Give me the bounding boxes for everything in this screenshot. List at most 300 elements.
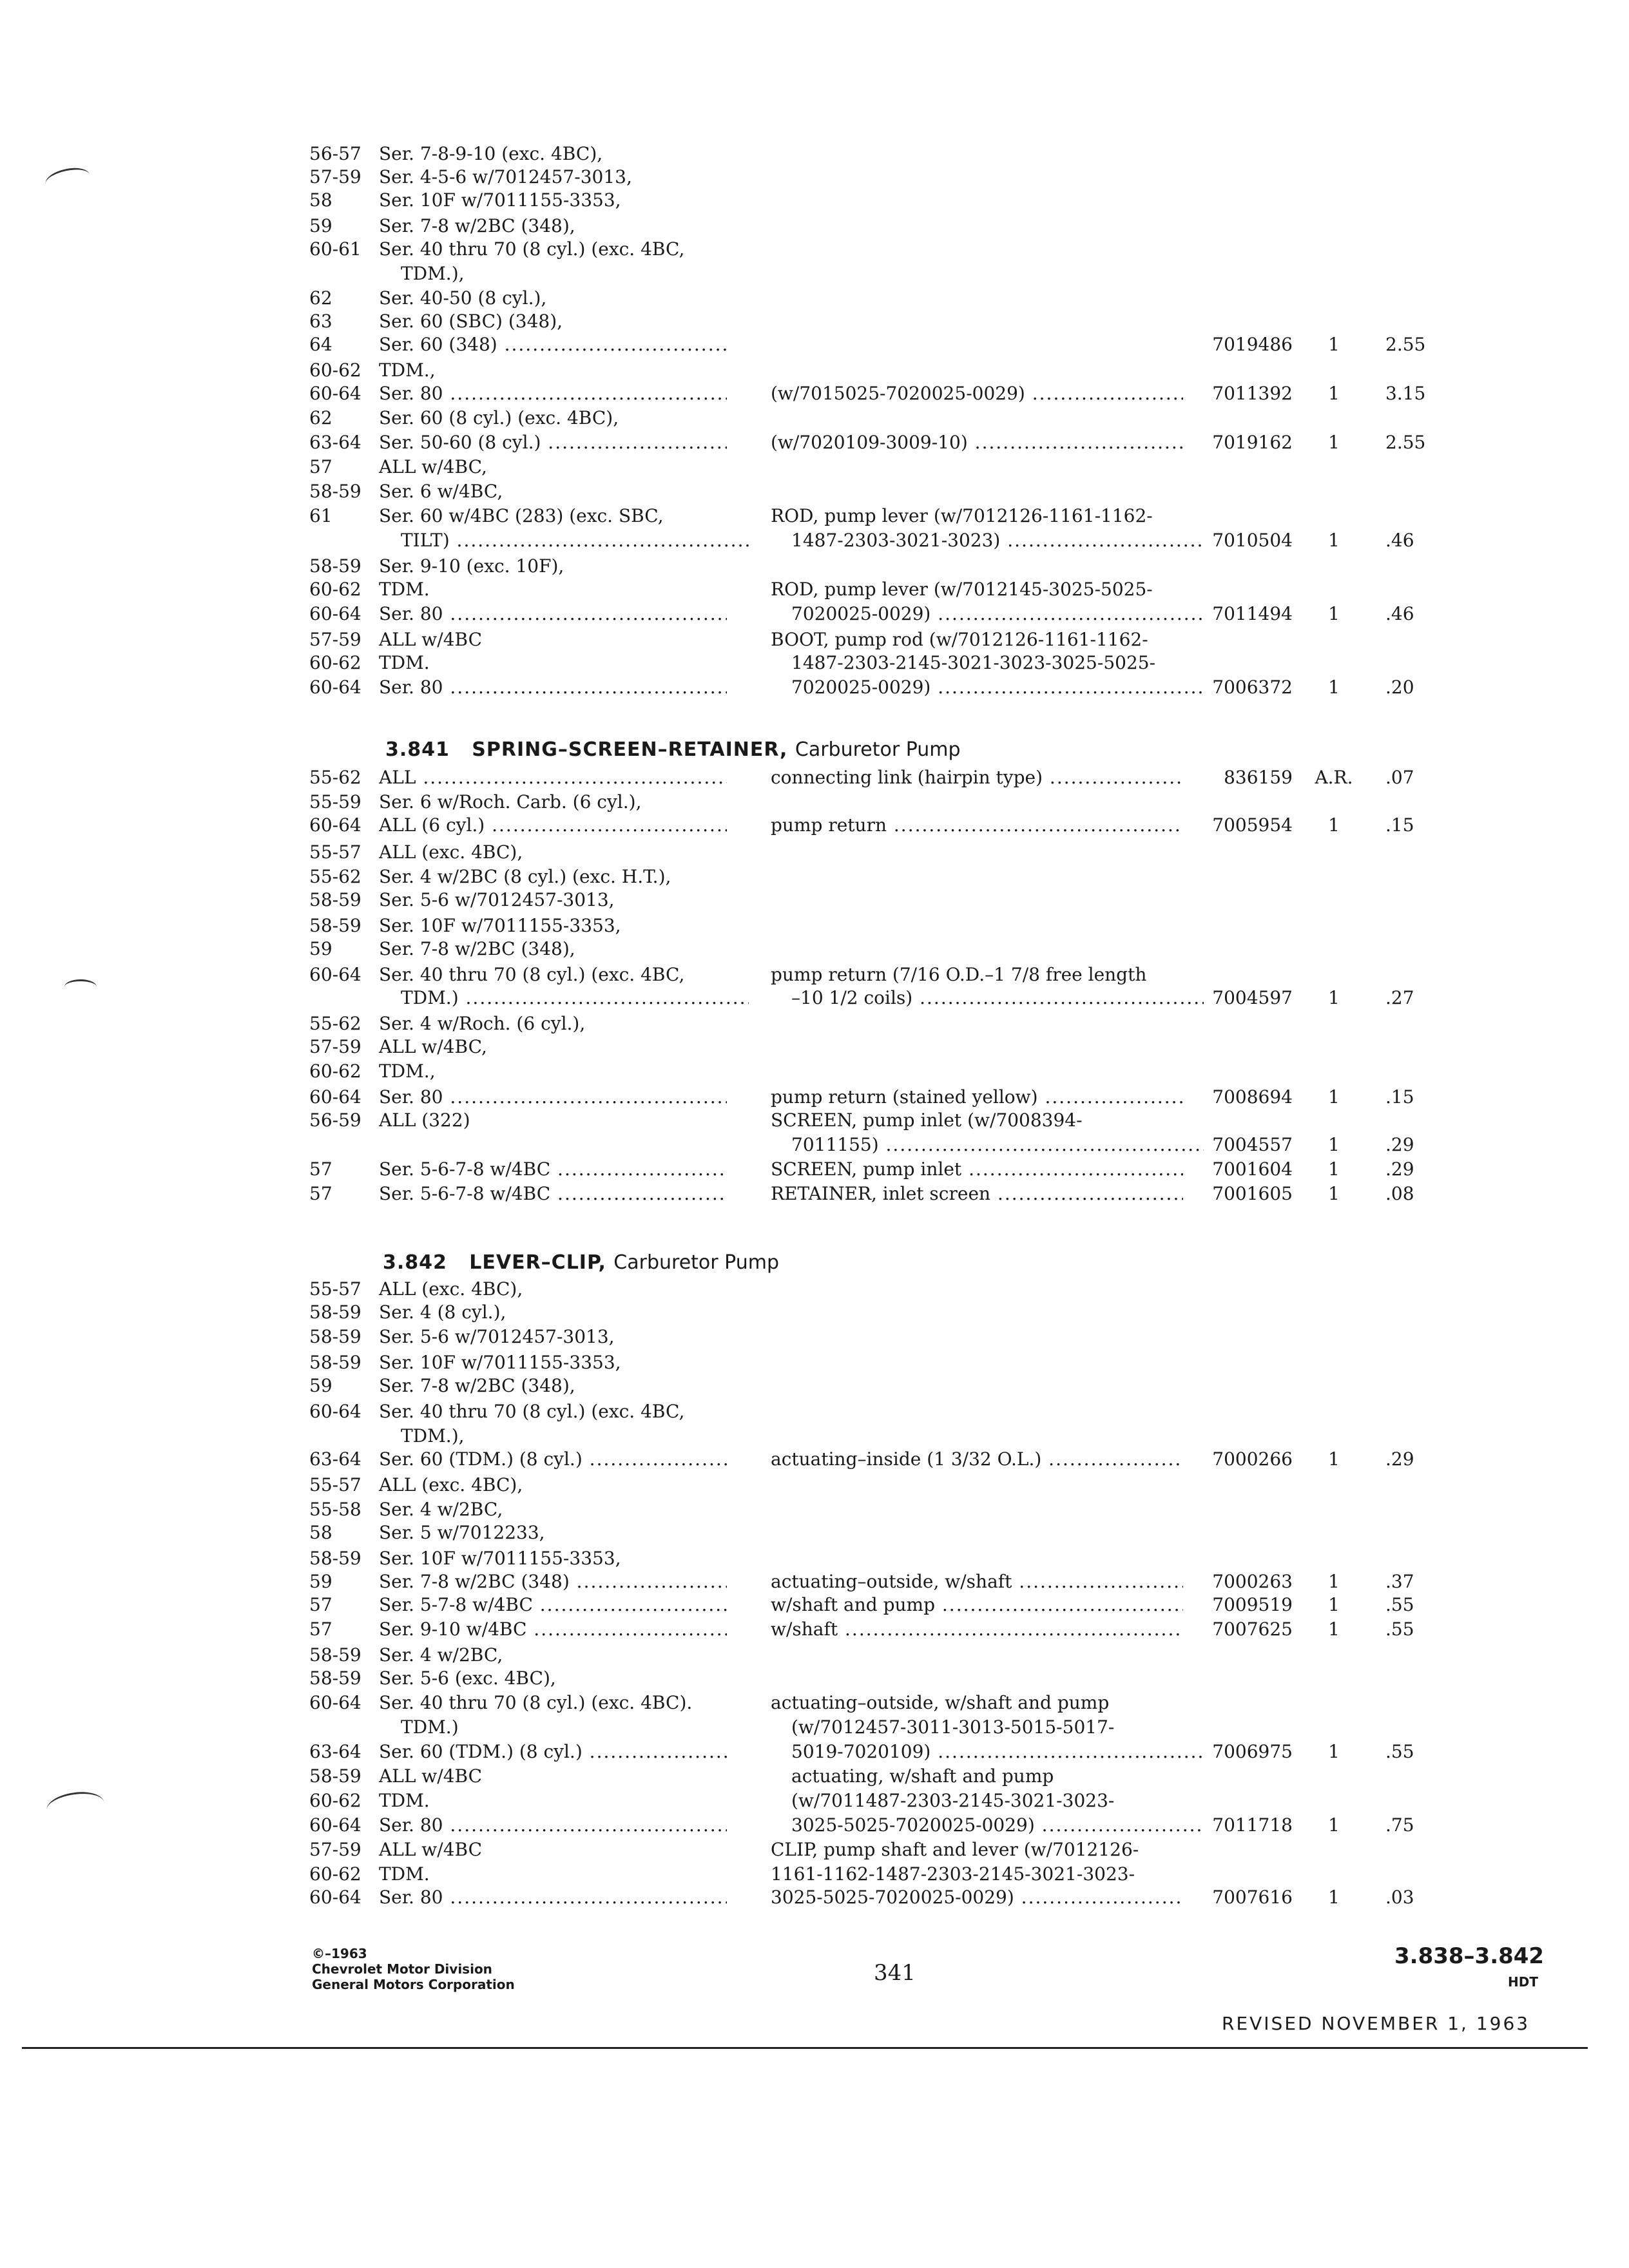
model-application: ALL (exc. 4BC), [379, 841, 523, 863]
model-year: 59 [309, 1375, 333, 1396]
part-description: actuating–outside, w/shaft ..... [771, 1570, 1183, 1594]
part-description: actuating–outside, w/shaft and pump [771, 1692, 1110, 1713]
table-row [0, 1085, 1629, 1110]
table-row [0, 1012, 1629, 1036]
table-row [0, 1108, 1629, 1133]
price: .07 [1385, 767, 1414, 788]
model-year: 57-59 [309, 166, 361, 187]
model-application: Ser. 5-6 w/7012457-3013, [379, 889, 615, 910]
price: .29 [1385, 1134, 1414, 1155]
model-application: Ser. 7-8 w/2BC (348) ..... [379, 1570, 727, 1594]
model-year: 63 [309, 311, 333, 332]
model-year: 55-62 [309, 1013, 361, 1034]
table-row [0, 1424, 1629, 1448]
model-year: 60-61 [309, 238, 361, 260]
table-row [0, 1399, 1629, 1424]
price: .29 [1385, 1158, 1414, 1180]
quantity: 1 [1328, 1158, 1340, 1180]
part-description: 5019-7020109) ..... [791, 1740, 1204, 1764]
table-row [0, 381, 1629, 406]
model-application: Ser. 80 ..... [379, 1085, 727, 1110]
table-row [0, 865, 1629, 889]
model-year: 62 [309, 287, 333, 309]
part-description: 7011155) ..... [791, 1133, 1204, 1157]
table-row [0, 1666, 1629, 1691]
model-application: ALL w/4BC, [379, 456, 487, 477]
table-row [0, 1885, 1629, 1910]
model-application: Ser. 7-8 w/2BC (348), [379, 1375, 575, 1396]
model-year: 60-64 [309, 1401, 361, 1422]
table-row [0, 430, 1629, 455]
price: .15 [1385, 814, 1414, 836]
part-description: 7020025-0029) ..... [791, 675, 1204, 700]
model-year: 57 [309, 1594, 333, 1615]
table-row [0, 165, 1629, 189]
table-row [0, 1838, 1629, 1862]
model-year: 56-57 [309, 143, 361, 164]
table-row [0, 651, 1629, 675]
model-year: 58 [309, 1522, 333, 1543]
model-year: 57-59 [309, 629, 361, 650]
part-description: w/shaft ..... [771, 1617, 1183, 1642]
section-title: LEVER–CLIP, [469, 1251, 606, 1274]
table-row [0, 790, 1629, 814]
table-row [0, 1300, 1629, 1325]
quantity: 1 [1328, 1814, 1340, 1836]
quantity: 1 [1328, 530, 1340, 551]
part-number: 7011718 [1212, 1814, 1293, 1836]
model-application: ALL w/4BC [379, 1765, 483, 1787]
model-application: Ser. 5 w/7012233, [379, 1522, 545, 1543]
part-number: 7019486 [1212, 334, 1293, 355]
model-year: 60-64 [309, 1086, 361, 1108]
model-application: ALL (exc. 4BC), [379, 1474, 523, 1495]
copyright-notice [312, 1946, 515, 1992]
table-row [0, 1593, 1629, 1617]
table-row [0, 1862, 1629, 1887]
part-number: 836159 [1224, 767, 1293, 788]
table-row [0, 1157, 1629, 1182]
model-year: 58-59 [309, 889, 361, 910]
part-description: 3025-5025-7020025-0029) ..... [771, 1885, 1183, 1910]
model-application: Ser. 9-10 (exc. 10F), [379, 555, 564, 577]
table-row [0, 1764, 1629, 1789]
part-number: 7008694 [1212, 1086, 1293, 1108]
model-application: Ser. 60 (TDM.) (8 cyl.) ..... [379, 1447, 727, 1472]
price: .46 [1385, 603, 1414, 624]
model-application: TDM.), [401, 263, 465, 284]
table-row [0, 1277, 1629, 1302]
model-application: Ser. 50-60 (8 cyl.) ..... [379, 430, 727, 455]
table-row [0, 309, 1629, 334]
model-application: Ser. 80 ..... [379, 381, 727, 406]
table-row [0, 1182, 1629, 1206]
quantity: 1 [1328, 1571, 1340, 1592]
table-row [0, 1059, 1629, 1084]
model-year: 58-59 [309, 555, 361, 577]
part-description: (w/7012457-3011-3013-5015-5017- [791, 1716, 1115, 1738]
part-number: 7009519 [1212, 1594, 1293, 1615]
model-year: 60-64 [309, 1692, 361, 1713]
model-application: Ser. 60 w/4BC (283) (exc. SBC, [379, 505, 664, 526]
model-year: 58-59 [309, 1667, 361, 1689]
part-description: pump return (7/16 O.D.–1 7/8 free length [771, 964, 1147, 985]
model-application: Ser. 40 thru 70 (8 cyl.) (exc. 4BC, [379, 238, 685, 260]
model-application: Ser. 6 w/Roch. Carb. (6 cyl.), [379, 791, 642, 812]
table-row [0, 1740, 1629, 1764]
part-number: 7000263 [1212, 1571, 1293, 1592]
part-description: 3025-5025-7020025-0029) ..... [791, 1813, 1204, 1838]
quantity: 1 [1328, 1887, 1340, 1908]
part-number: 7007625 [1212, 1619, 1293, 1640]
model-year: 57-59 [309, 1839, 361, 1860]
model-application: Ser. 5-6-7-8 w/4BC ..... [379, 1157, 727, 1182]
table-row [0, 214, 1629, 238]
model-year: 63-64 [309, 1448, 361, 1470]
model-application: TDM., [379, 1061, 436, 1082]
model-year: 60-64 [309, 1887, 361, 1908]
model-year: 58-59 [309, 1765, 361, 1787]
model-application: Ser. 80 ..... [379, 602, 727, 626]
price: .03 [1385, 1887, 1414, 1908]
table-row [0, 1546, 1629, 1571]
model-application: Ser. 5-6-7-8 w/4BC ..... [379, 1182, 727, 1206]
model-year: 59 [309, 215, 333, 236]
section-number: 3.841 [385, 738, 450, 761]
table-row [0, 142, 1629, 166]
model-application: Ser. 80 ..... [379, 675, 727, 700]
table-row [0, 358, 1629, 383]
model-year: 57 [309, 456, 333, 477]
model-year: 58-59 [309, 1326, 361, 1347]
part-number: 7006975 [1212, 1741, 1293, 1762]
model-year: 60-64 [309, 383, 361, 404]
table-row [0, 1570, 1629, 1594]
table-row [0, 406, 1629, 430]
section-code: HDT [1508, 1974, 1538, 1990]
quantity: 1 [1328, 1741, 1340, 1762]
part-description: BOOT, pump rod (w/7012126-1161-1162- [771, 629, 1148, 650]
price: .55 [1385, 1619, 1414, 1640]
table-row [0, 1325, 1629, 1349]
price: .55 [1385, 1594, 1414, 1615]
table-row [0, 628, 1629, 652]
part-description: 1487-2303-3021-3023) ..... [791, 528, 1204, 553]
part-description: ROD, pump lever (w/7012145-3025-5025- [771, 579, 1153, 600]
table-row [0, 1374, 1629, 1398]
table-row [0, 286, 1629, 311]
model-application: Ser. 4 w/Roch. (6 cyl.), [379, 1013, 586, 1034]
table-row [0, 1521, 1629, 1545]
model-application: Ser. 5-6 w/7012457-3013, [379, 1326, 615, 1347]
model-year: 57 [309, 1619, 333, 1640]
table-row [0, 1350, 1629, 1375]
part-description: pump return ..... [771, 813, 1183, 838]
model-year: 60-62 [309, 1790, 361, 1811]
table-row [0, 577, 1629, 602]
quantity: 1 [1328, 987, 1340, 1008]
table-row [0, 963, 1629, 987]
part-description: (w/7020109-3009-10) ..... [771, 430, 1183, 455]
model-year: 60-62 [309, 652, 361, 673]
model-application: Ser. 40 thru 70 (8 cyl.) (exc. 4BC, [379, 964, 685, 985]
part-number: 7006372 [1212, 677, 1293, 698]
model-year: 58-59 [309, 1644, 361, 1666]
table-row [0, 332, 1629, 357]
model-application: TDM.), [401, 1425, 465, 1446]
model-application: Ser. 40-50 (8 cyl.), [379, 287, 547, 309]
model-application: ALL (322) [379, 1110, 470, 1131]
model-application: Ser. 7-8-9-10 (exc. 4BC), [379, 143, 603, 164]
part-number: 7001605 [1212, 1183, 1293, 1204]
part-description: SCREEN, pump inlet (w/7008394- [771, 1110, 1083, 1131]
part-description: CLIP, pump shaft and lever (w/7012126- [771, 1839, 1139, 1860]
price: 3.15 [1385, 383, 1426, 404]
quantity: A.R. [1315, 767, 1353, 788]
model-year: 55-57 [309, 841, 361, 863]
part-description: actuating–inside (1 3/32 O.L.) ..... [771, 1447, 1183, 1472]
model-year: 58-59 [309, 1548, 361, 1569]
price: .29 [1385, 1448, 1414, 1470]
model-year: 60-62 [309, 360, 361, 381]
section-subtitle: Carburetor Pump [795, 738, 961, 761]
model-year: 58-59 [309, 481, 361, 502]
model-application: TDM. [379, 579, 430, 600]
part-description: (w/7011487-2303-2145-3021-3023- [791, 1790, 1115, 1811]
section-title: SPRING–SCREEN–RETAINER, [472, 738, 788, 761]
model-application: ALL w/4BC [379, 1839, 483, 1860]
price: 2.55 [1385, 334, 1426, 355]
model-application: TDM.) [401, 1716, 459, 1738]
part-description: w/shaft and pump ..... [771, 1593, 1183, 1617]
table-row [0, 1789, 1629, 1813]
model-application: Ser. 9-10 w/4BC ..... [379, 1617, 727, 1642]
model-application: Ser. 4 w/2BC (8 cyl.) (exc. H.T.), [379, 866, 671, 887]
model-year: 57-59 [309, 1036, 361, 1057]
table-row [0, 765, 1629, 790]
model-year: 59 [309, 1571, 333, 1592]
model-year: 60-64 [309, 964, 361, 985]
model-application: ALL (6 cyl.) ..... [379, 813, 727, 838]
model-year: 56-59 [309, 1110, 361, 1131]
model-application: ALL (exc. 4BC), [379, 1278, 523, 1300]
copyright-year: ©–1963 [312, 1946, 367, 1961]
model-application: Ser. 80 ..... [379, 1813, 727, 1838]
part-description: –10 1/2 coils) ..... [791, 986, 1204, 1010]
part-description: SCREEN, pump inlet ..... [771, 1157, 1183, 1182]
table-row [0, 1813, 1629, 1838]
table-row [0, 1643, 1629, 1667]
model-year: 63-64 [309, 1741, 361, 1762]
model-application: Ser. 10F w/7011155-3353, [379, 1352, 621, 1373]
model-application: Ser. 60 (348) ..... [379, 332, 727, 357]
model-application: Ser. 6 w/4BC, [379, 481, 503, 502]
model-year: 61 [309, 505, 333, 526]
table-row [0, 840, 1629, 865]
model-application: Ser. 10F w/7011155-3353, [379, 189, 621, 211]
model-year: 55-62 [309, 866, 361, 887]
table-row [0, 1447, 1629, 1472]
model-application: Ser. 60 (TDM.) (8 cyl.) ..... [379, 1740, 727, 1764]
model-application: TDM., [379, 360, 436, 381]
table-row [0, 813, 1629, 838]
table-row [0, 1617, 1629, 1642]
part-description: pump return (stained yellow) ..... [771, 1085, 1183, 1110]
table-row [0, 1497, 1629, 1522]
part-description: (w/7015025-7020025-0029) ..... [771, 381, 1183, 406]
table-row [0, 675, 1629, 700]
part-description: RETAINER, inlet screen ..... [771, 1182, 1183, 1206]
table-row [0, 602, 1629, 626]
model-application: TDM. [379, 1863, 430, 1885]
quantity: 1 [1328, 1448, 1340, 1470]
part-number: 7001604 [1212, 1158, 1293, 1180]
quantity: 1 [1328, 1183, 1340, 1204]
part-description: connecting link (hairpin type) ..... [771, 765, 1183, 790]
page-number: 341 [874, 1960, 916, 1986]
quantity: 1 [1328, 677, 1340, 698]
quantity: 1 [1328, 1134, 1340, 1155]
model-year: 58 [309, 189, 333, 211]
part-number: 7000266 [1212, 1448, 1293, 1470]
part-number: 7004597 [1212, 987, 1293, 1008]
section-heading-3842 [383, 1251, 779, 1274]
model-application: Ser. 10F w/7011155-3353, [379, 915, 621, 936]
model-application: Ser. 7-8 w/2BC (348), [379, 215, 575, 236]
price: .37 [1385, 1571, 1414, 1592]
table-row [0, 986, 1629, 1010]
footer-rule [22, 2047, 1588, 2049]
section-subtitle: Carburetor Pump [613, 1251, 779, 1274]
quantity: 1 [1328, 603, 1340, 624]
model-application: TILT) ..... [401, 528, 749, 553]
quantity: 1 [1328, 814, 1340, 836]
table-row [0, 455, 1629, 479]
model-application: Ser. 5-6 (exc. 4BC), [379, 1667, 556, 1689]
model-year: 60-64 [309, 814, 361, 836]
table-row [0, 554, 1629, 579]
model-application: Ser. 4 (8 cyl.), [379, 1302, 506, 1323]
price: .15 [1385, 1086, 1414, 1108]
division-name: Chevrolet Motor Division [312, 1961, 492, 1977]
price: .46 [1385, 530, 1414, 551]
part-description: 1161-1162-1487-2303-2145-3021-3023- [771, 1863, 1135, 1885]
model-application: Ser. 4-5-6 w/7012457-3013, [379, 166, 632, 187]
model-year: 55-62 [309, 767, 361, 788]
model-year: 63-64 [309, 432, 361, 453]
quantity: 1 [1328, 432, 1340, 453]
price: 2.55 [1385, 432, 1426, 453]
model-application: Ser. 40 thru 70 (8 cyl.) (exc. 4BC). [379, 1692, 693, 1713]
quantity: 1 [1328, 383, 1340, 404]
part-number: 7011392 [1212, 383, 1293, 404]
table-row [0, 1715, 1629, 1740]
model-year: 58-59 [309, 915, 361, 936]
model-year: 57 [309, 1183, 333, 1204]
model-application: ALL w/4BC [379, 629, 483, 650]
quantity: 1 [1328, 1594, 1340, 1615]
price: .55 [1385, 1741, 1414, 1762]
revision-date: REVISED NOVEMBER 1, 1963 [1222, 2013, 1530, 2034]
section-heading-3841 [385, 738, 961, 761]
model-application: TDM.) ..... [401, 986, 749, 1010]
table-row [0, 1473, 1629, 1497]
table-row [0, 528, 1629, 553]
corporation-name: General Motors Corporation [312, 1977, 515, 1992]
model-application: Ser. 4 w/2BC, [379, 1644, 503, 1666]
model-application: Ser. 5-7-8 w/4BC ..... [379, 1593, 727, 1617]
model-year: 64 [309, 334, 333, 355]
part-number: 7010504 [1212, 530, 1293, 551]
model-application: Ser. 10F w/7011155-3353, [379, 1548, 621, 1569]
model-application: Ser. 4 w/2BC, [379, 1499, 503, 1520]
price: .75 [1385, 1814, 1414, 1836]
model-application: Ser. 7-8 w/2BC (348), [379, 938, 575, 959]
part-number: 7007616 [1212, 1887, 1293, 1908]
table-row [0, 1691, 1629, 1715]
table-row [0, 937, 1629, 961]
model-application: Ser. 60 (8 cyl.) (exc. 4BC), [379, 407, 619, 428]
model-application: TDM. [379, 1790, 430, 1811]
section-range: 3.838–3.842 [1394, 1943, 1545, 1969]
part-number: 7005954 [1212, 814, 1293, 836]
model-application: ALL w/4BC, [379, 1036, 487, 1057]
model-year: 60-64 [309, 603, 361, 624]
quantity: 1 [1328, 1619, 1340, 1640]
model-year: 55-57 [309, 1278, 361, 1300]
table-row [0, 914, 1629, 938]
model-year: 60-62 [309, 1061, 361, 1082]
model-year: 60-64 [309, 677, 361, 698]
table-row [0, 479, 1629, 504]
price: .20 [1385, 677, 1414, 698]
model-year: 60-64 [309, 1814, 361, 1836]
model-application: Ser. 40 thru 70 (8 cyl.) (exc. 4BC, [379, 1401, 685, 1422]
part-description: actuating, w/shaft and pump [791, 1765, 1054, 1787]
price: .27 [1385, 987, 1414, 1008]
model-year: 60-62 [309, 1863, 361, 1885]
model-year: 59 [309, 938, 333, 959]
quantity: 1 [1328, 1086, 1340, 1108]
part-number: 7019162 [1212, 432, 1293, 453]
model-application: TDM. [379, 652, 430, 673]
table-row [0, 1133, 1629, 1157]
section-number: 3.842 [383, 1251, 447, 1274]
part-description: ROD, pump lever (w/7012126-1161-1162- [771, 505, 1153, 526]
table-row [0, 888, 1629, 912]
model-year: 55-57 [309, 1474, 361, 1495]
model-year: 58-59 [309, 1302, 361, 1323]
quantity: 1 [1328, 334, 1340, 355]
model-application: Ser. 60 (SBC) (348), [379, 311, 563, 332]
model-year: 55-59 [309, 791, 361, 812]
part-description: 7020025-0029) ..... [791, 602, 1204, 626]
model-year: 58-59 [309, 1352, 361, 1373]
model-application: Ser. 80 ..... [379, 1885, 727, 1910]
table-row [0, 1035, 1629, 1059]
model-year: 55-58 [309, 1499, 361, 1520]
table-row [0, 504, 1629, 528]
model-year: 60-62 [309, 579, 361, 600]
model-year: 57 [309, 1158, 333, 1180]
price: .08 [1385, 1183, 1414, 1204]
model-year: 62 [309, 407, 333, 428]
part-number: 7011494 [1212, 603, 1293, 624]
part-description: 1487-2303-2145-3021-3023-3025-5025- [791, 652, 1156, 673]
model-application: ALL ..... [379, 765, 727, 790]
table-row [0, 237, 1629, 262]
table-row [0, 188, 1629, 213]
